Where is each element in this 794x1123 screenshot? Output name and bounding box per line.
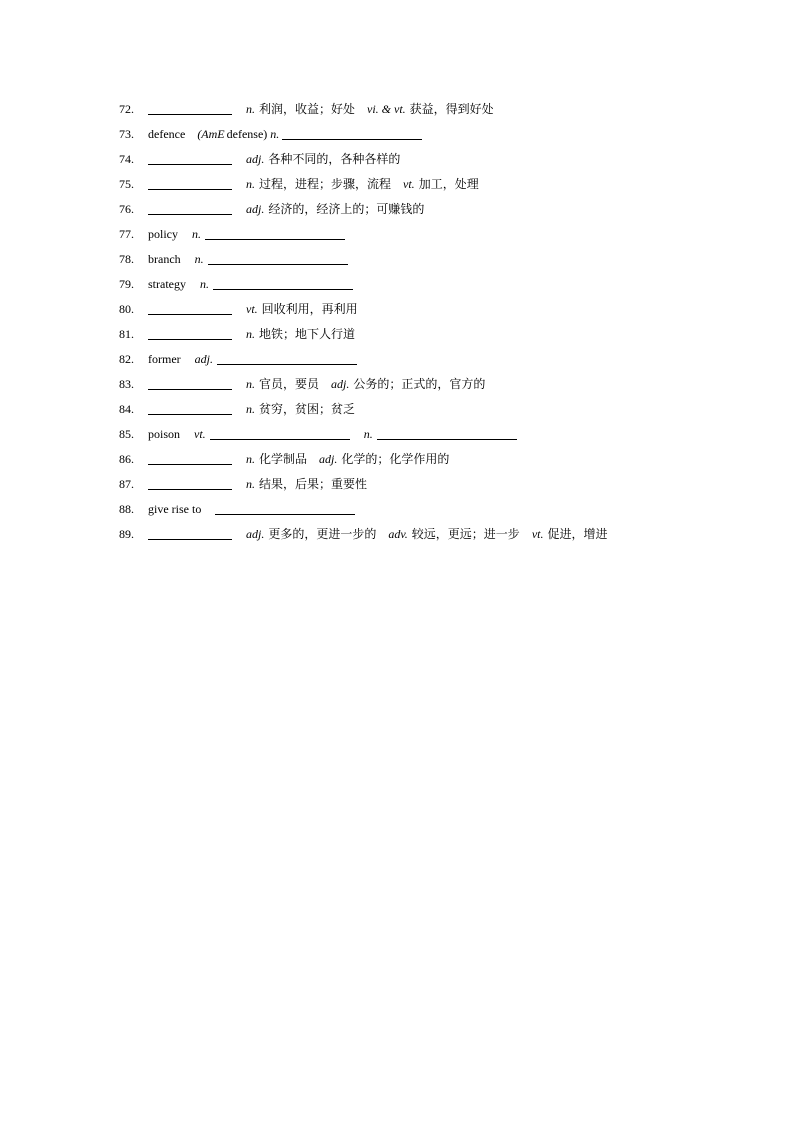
part-of-speech: n. xyxy=(246,102,255,116)
answer-blank[interactable] xyxy=(205,238,345,240)
definition: 促进，增进 xyxy=(547,527,608,541)
part-of-speech: adv. xyxy=(388,527,408,541)
answer-blank[interactable] xyxy=(148,188,232,190)
list-item xyxy=(119,374,497,394)
definition: 化学的；化学作用的 xyxy=(341,452,450,466)
part-of-speech: adj. xyxy=(246,152,265,166)
definition: 官员，要员 xyxy=(259,377,320,391)
list-item xyxy=(119,199,436,219)
definition: 加工，处理 xyxy=(418,177,479,191)
answer-blank[interactable] xyxy=(215,513,355,515)
item-number: 88. xyxy=(119,502,134,516)
list-item xyxy=(119,524,608,544)
answer-blank[interactable] xyxy=(148,488,232,490)
answer-blank[interactable] xyxy=(148,163,232,165)
definition: 利润，收益；好处 xyxy=(259,102,356,116)
answer-blank[interactable] xyxy=(148,388,232,390)
part-of-speech: n. xyxy=(246,402,255,416)
part-of-speech: adj. xyxy=(331,377,350,391)
part-of-speech: vt. xyxy=(194,427,206,441)
variant-word: defense) xyxy=(226,127,268,141)
answer-blank[interactable] xyxy=(213,288,353,290)
item-number: 89. xyxy=(119,527,134,541)
part-of-speech: n. xyxy=(246,177,255,191)
answer-blank[interactable] xyxy=(210,438,350,440)
vocab-word: branch xyxy=(148,252,181,266)
list-item xyxy=(119,174,491,194)
part-of-speech: n. xyxy=(270,127,280,141)
part-of-speech: n. xyxy=(246,477,255,491)
answer-blank[interactable] xyxy=(217,363,357,365)
answer-blank[interactable] xyxy=(148,338,232,340)
item-number: 87. xyxy=(119,477,134,491)
answer-blank[interactable] xyxy=(148,213,232,215)
list-item xyxy=(119,474,379,494)
item-number: 78. xyxy=(119,252,134,266)
vocab-word: defence xyxy=(148,127,186,141)
item-number: 72. xyxy=(119,102,134,116)
list-item xyxy=(119,399,367,419)
vocab-phrase: give rise to xyxy=(148,502,202,516)
list-item xyxy=(119,324,367,344)
answer-blank[interactable] xyxy=(208,263,348,265)
list-item xyxy=(119,299,370,319)
part-of-speech: n. xyxy=(192,227,201,241)
list-item xyxy=(119,349,371,369)
part-of-speech: n. xyxy=(200,277,209,291)
item-number: 73. xyxy=(119,127,134,141)
item-number: 82. xyxy=(119,352,134,366)
definition: 获益，得到好处 xyxy=(409,102,494,116)
definition: 经济的，经济上的；可赚钱的 xyxy=(268,202,425,216)
part-of-speech: n. xyxy=(363,427,373,441)
answer-blank[interactable] xyxy=(148,463,232,465)
answer-blank[interactable] xyxy=(148,538,232,540)
part-of-speech: n. xyxy=(246,377,255,391)
part-of-speech: adj. xyxy=(246,202,265,216)
definition: 化学制品 xyxy=(259,452,308,466)
item-number: 76. xyxy=(119,202,134,216)
list-item xyxy=(119,99,506,119)
variant-label: (AmE xyxy=(197,127,225,141)
part-of-speech: n. xyxy=(194,252,204,266)
answer-blank[interactable] xyxy=(148,313,232,315)
part-of-speech: n. xyxy=(246,452,255,466)
list-item xyxy=(119,499,369,519)
definition: 公务的；正式的，官方的 xyxy=(353,377,486,391)
item-number: 86. xyxy=(119,452,134,466)
vocab-word: policy xyxy=(148,227,178,241)
definition: 较远，更远；进一步 xyxy=(411,527,520,541)
item-number: 83. xyxy=(119,377,134,391)
item-number: 85. xyxy=(119,427,134,441)
part-of-speech: adj. xyxy=(246,527,265,541)
part-of-speech: vt. xyxy=(403,177,415,191)
vocab-word: former xyxy=(148,352,181,366)
answer-blank[interactable] xyxy=(148,413,232,415)
definition: 更多的，更进一步的 xyxy=(268,527,377,541)
part-of-speech: vi. & vt. xyxy=(367,102,406,116)
item-number: 79. xyxy=(119,277,134,291)
vocab-word: strategy xyxy=(148,277,186,291)
part-of-speech: vt. xyxy=(531,527,544,541)
part-of-speech: adj. xyxy=(319,452,338,466)
vocab-word: poison xyxy=(148,427,181,441)
definition: 地铁；地下人行道 xyxy=(259,327,356,341)
part-of-speech: adj. xyxy=(194,352,213,366)
definition: 各种不同的，各种各样的 xyxy=(268,152,401,166)
item-number: 74. xyxy=(119,152,134,166)
list-item xyxy=(119,249,362,269)
list-item xyxy=(119,224,359,244)
list-item xyxy=(119,149,412,169)
definition: 贫穷，贫困；贫乏 xyxy=(259,402,356,416)
item-number: 77. xyxy=(119,227,134,241)
item-number: 81. xyxy=(119,327,134,341)
definition: 过程，进程；步骤，流程 xyxy=(259,177,392,191)
list-item xyxy=(119,274,367,294)
part-of-speech: n. xyxy=(246,327,255,341)
item-number: 75. xyxy=(119,177,134,191)
definition: 回收利用，再利用 xyxy=(261,302,358,316)
definition: 结果，后果；重要性 xyxy=(259,477,368,491)
answer-blank[interactable] xyxy=(377,438,517,440)
item-number: 80. xyxy=(119,302,134,316)
part-of-speech: vt. xyxy=(246,302,258,316)
list-item xyxy=(119,124,436,144)
item-number: 84. xyxy=(119,402,134,416)
list-item xyxy=(119,424,531,444)
answer-blank[interactable] xyxy=(282,138,422,140)
answer-blank[interactable] xyxy=(148,113,232,115)
list-item xyxy=(119,449,461,469)
